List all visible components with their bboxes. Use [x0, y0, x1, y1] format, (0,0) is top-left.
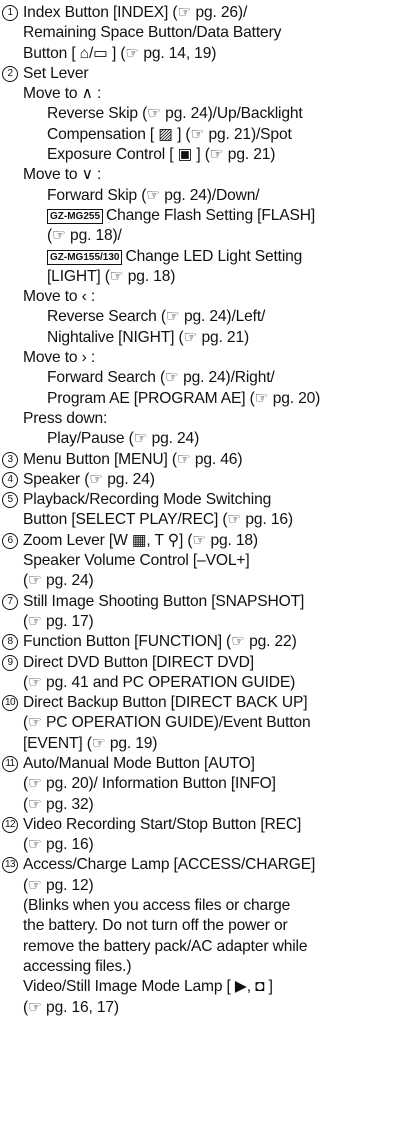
item-number: 9: [2, 655, 18, 671]
item-text: Exposure Control [ ▣ ] (☞ pg. 21): [47, 146, 276, 164]
item-text: Video Recording Start/Stop Button [REC]: [23, 815, 302, 833]
list-item-12: [2, 815, 409, 856]
item-text: (☞ PC OPERATION GUIDE)/Event Button: [23, 714, 311, 732]
item-number: 5: [2, 492, 18, 508]
item-text: Forward Skip (☞ pg. 24)/Down/: [47, 186, 260, 204]
move-label-left: Move to ‹ :: [23, 288, 96, 306]
item-text: Access/Charge Lamp [ACCESS/CHARGE]: [23, 856, 316, 874]
item-text: Reverse Search (☞ pg. 24)/Left/: [47, 308, 266, 326]
item-text: Auto/Manual Mode Button [AUTO]: [23, 754, 255, 772]
item-text: (☞ pg. 32): [23, 795, 94, 813]
item-number: 10: [2, 695, 18, 711]
item-text: Playback/Recording Mode Switching: [23, 491, 272, 509]
list-item-10: [2, 693, 409, 754]
move-label-up: Move to ∧ :: [23, 85, 102, 103]
item-text: (☞ pg. 16): [23, 836, 94, 854]
model-badge: GZ-MG155/130: [47, 250, 122, 265]
list-item-5: [2, 490, 409, 531]
item-number: 3: [2, 452, 18, 468]
list-item-9: [2, 653, 409, 694]
item-number: 6: [2, 533, 18, 549]
item-text: (Blinks when you access files or charge: [23, 897, 291, 915]
item-text: Video/Still Image Mode Lamp [ ▶, ◘ ]: [23, 978, 273, 996]
item-text: Menu Button [MENU] (☞ pg. 46): [23, 450, 243, 468]
item-text: (☞ pg. 41 and PC OPERATION GUIDE): [23, 673, 296, 691]
item-text: (☞ pg. 17): [23, 612, 94, 630]
item-text: Button [SELECT PLAY/REC] (☞ pg. 16): [23, 511, 293, 529]
item-number: 11: [2, 756, 18, 772]
item-text: Compensation [ ▨ ] (☞ pg. 21)/Spot: [47, 125, 292, 143]
item-text: Forward Search (☞ pg. 24)/Right/: [47, 369, 275, 387]
item-number: 7: [2, 594, 18, 610]
item-text: Speaker (☞ pg. 24): [23, 470, 155, 488]
list-item-4: [2, 470, 409, 490]
move-label-down: Move to ∨ :: [23, 166, 102, 184]
item-number: 13: [2, 857, 18, 873]
item-text-rest: Change Flash Setting [FLASH]: [106, 206, 316, 224]
item-number: 2: [2, 66, 18, 82]
item-text: (☞ pg. 16, 17): [23, 998, 119, 1016]
list-item-6: [2, 531, 409, 592]
item-text: Index Button [INDEX] (☞ pg. 26)/: [23, 4, 248, 21]
press-down-label: Press down:: [23, 409, 108, 427]
item-text: Reverse Skip (☞ pg. 24)/Up/Backlight: [47, 105, 303, 123]
list-item-11: [2, 754, 409, 815]
item-text: [23, 247, 409, 267]
item-text: (☞ pg. 24): [23, 572, 94, 590]
item-text: Program AE [PROGRAM AE] (☞ pg. 20): [47, 389, 321, 407]
item-text: Direct Backup Button [DIRECT BACK UP]: [23, 694, 308, 712]
item-text: Direct DVD Button [DIRECT DVD]: [23, 653, 254, 671]
item-number: 1: [2, 5, 18, 21]
item-number: 8: [2, 634, 18, 650]
model-badge: GZ-MG255: [47, 209, 103, 224]
list-item-7: [2, 592, 409, 633]
item-text: Play/Pause (☞ pg. 24): [47, 430, 200, 448]
item-text: (☞ pg. 18)/: [47, 227, 122, 245]
item-text-rest: Change LED Light Setting: [125, 247, 303, 265]
list-item-2: [2, 64, 409, 450]
item-title: Set Lever: [23, 64, 89, 82]
item-text: the battery. Do not turn off the power or: [23, 917, 288, 935]
item-text: [LIGHT] (☞ pg. 18): [47, 267, 176, 285]
item-text: remove the battery pack/AC adapter while: [23, 937, 308, 955]
item-text: Still Image Shooting Button [SNAPSHOT]: [23, 592, 305, 610]
item-text: (☞ pg. 12): [23, 876, 94, 894]
item-number: 12: [2, 817, 18, 833]
item-text: [EVENT] (☞ pg. 19): [23, 734, 158, 752]
item-text: accessing files.): [23, 957, 132, 975]
item-number: 4: [2, 472, 18, 488]
list-item-3: [2, 450, 409, 470]
list-item-13: [2, 855, 409, 1017]
item-text: Remaining Space Button/Data Battery: [23, 24, 282, 42]
item-text: Nightalive [NIGHT] (☞ pg. 21): [47, 328, 250, 346]
move-label-right: Move to › :: [23, 349, 96, 367]
item-text: Speaker Volume Control [–VOL+]: [23, 552, 250, 570]
item-text: [23, 206, 409, 226]
item-text: Zoom Lever [W ▦, T ⚲] (☞ pg. 18): [23, 531, 258, 549]
item-text: (☞ pg. 20)/ Information Button [INFO]: [23, 775, 276, 793]
list-item-8: [2, 632, 409, 652]
item-text: Button [ ⌂/▭ ] (☞ pg. 14, 19): [23, 44, 217, 62]
list-item-1: [2, 3, 409, 64]
item-text: Function Button [FUNCTION] (☞ pg. 22): [23, 633, 297, 651]
